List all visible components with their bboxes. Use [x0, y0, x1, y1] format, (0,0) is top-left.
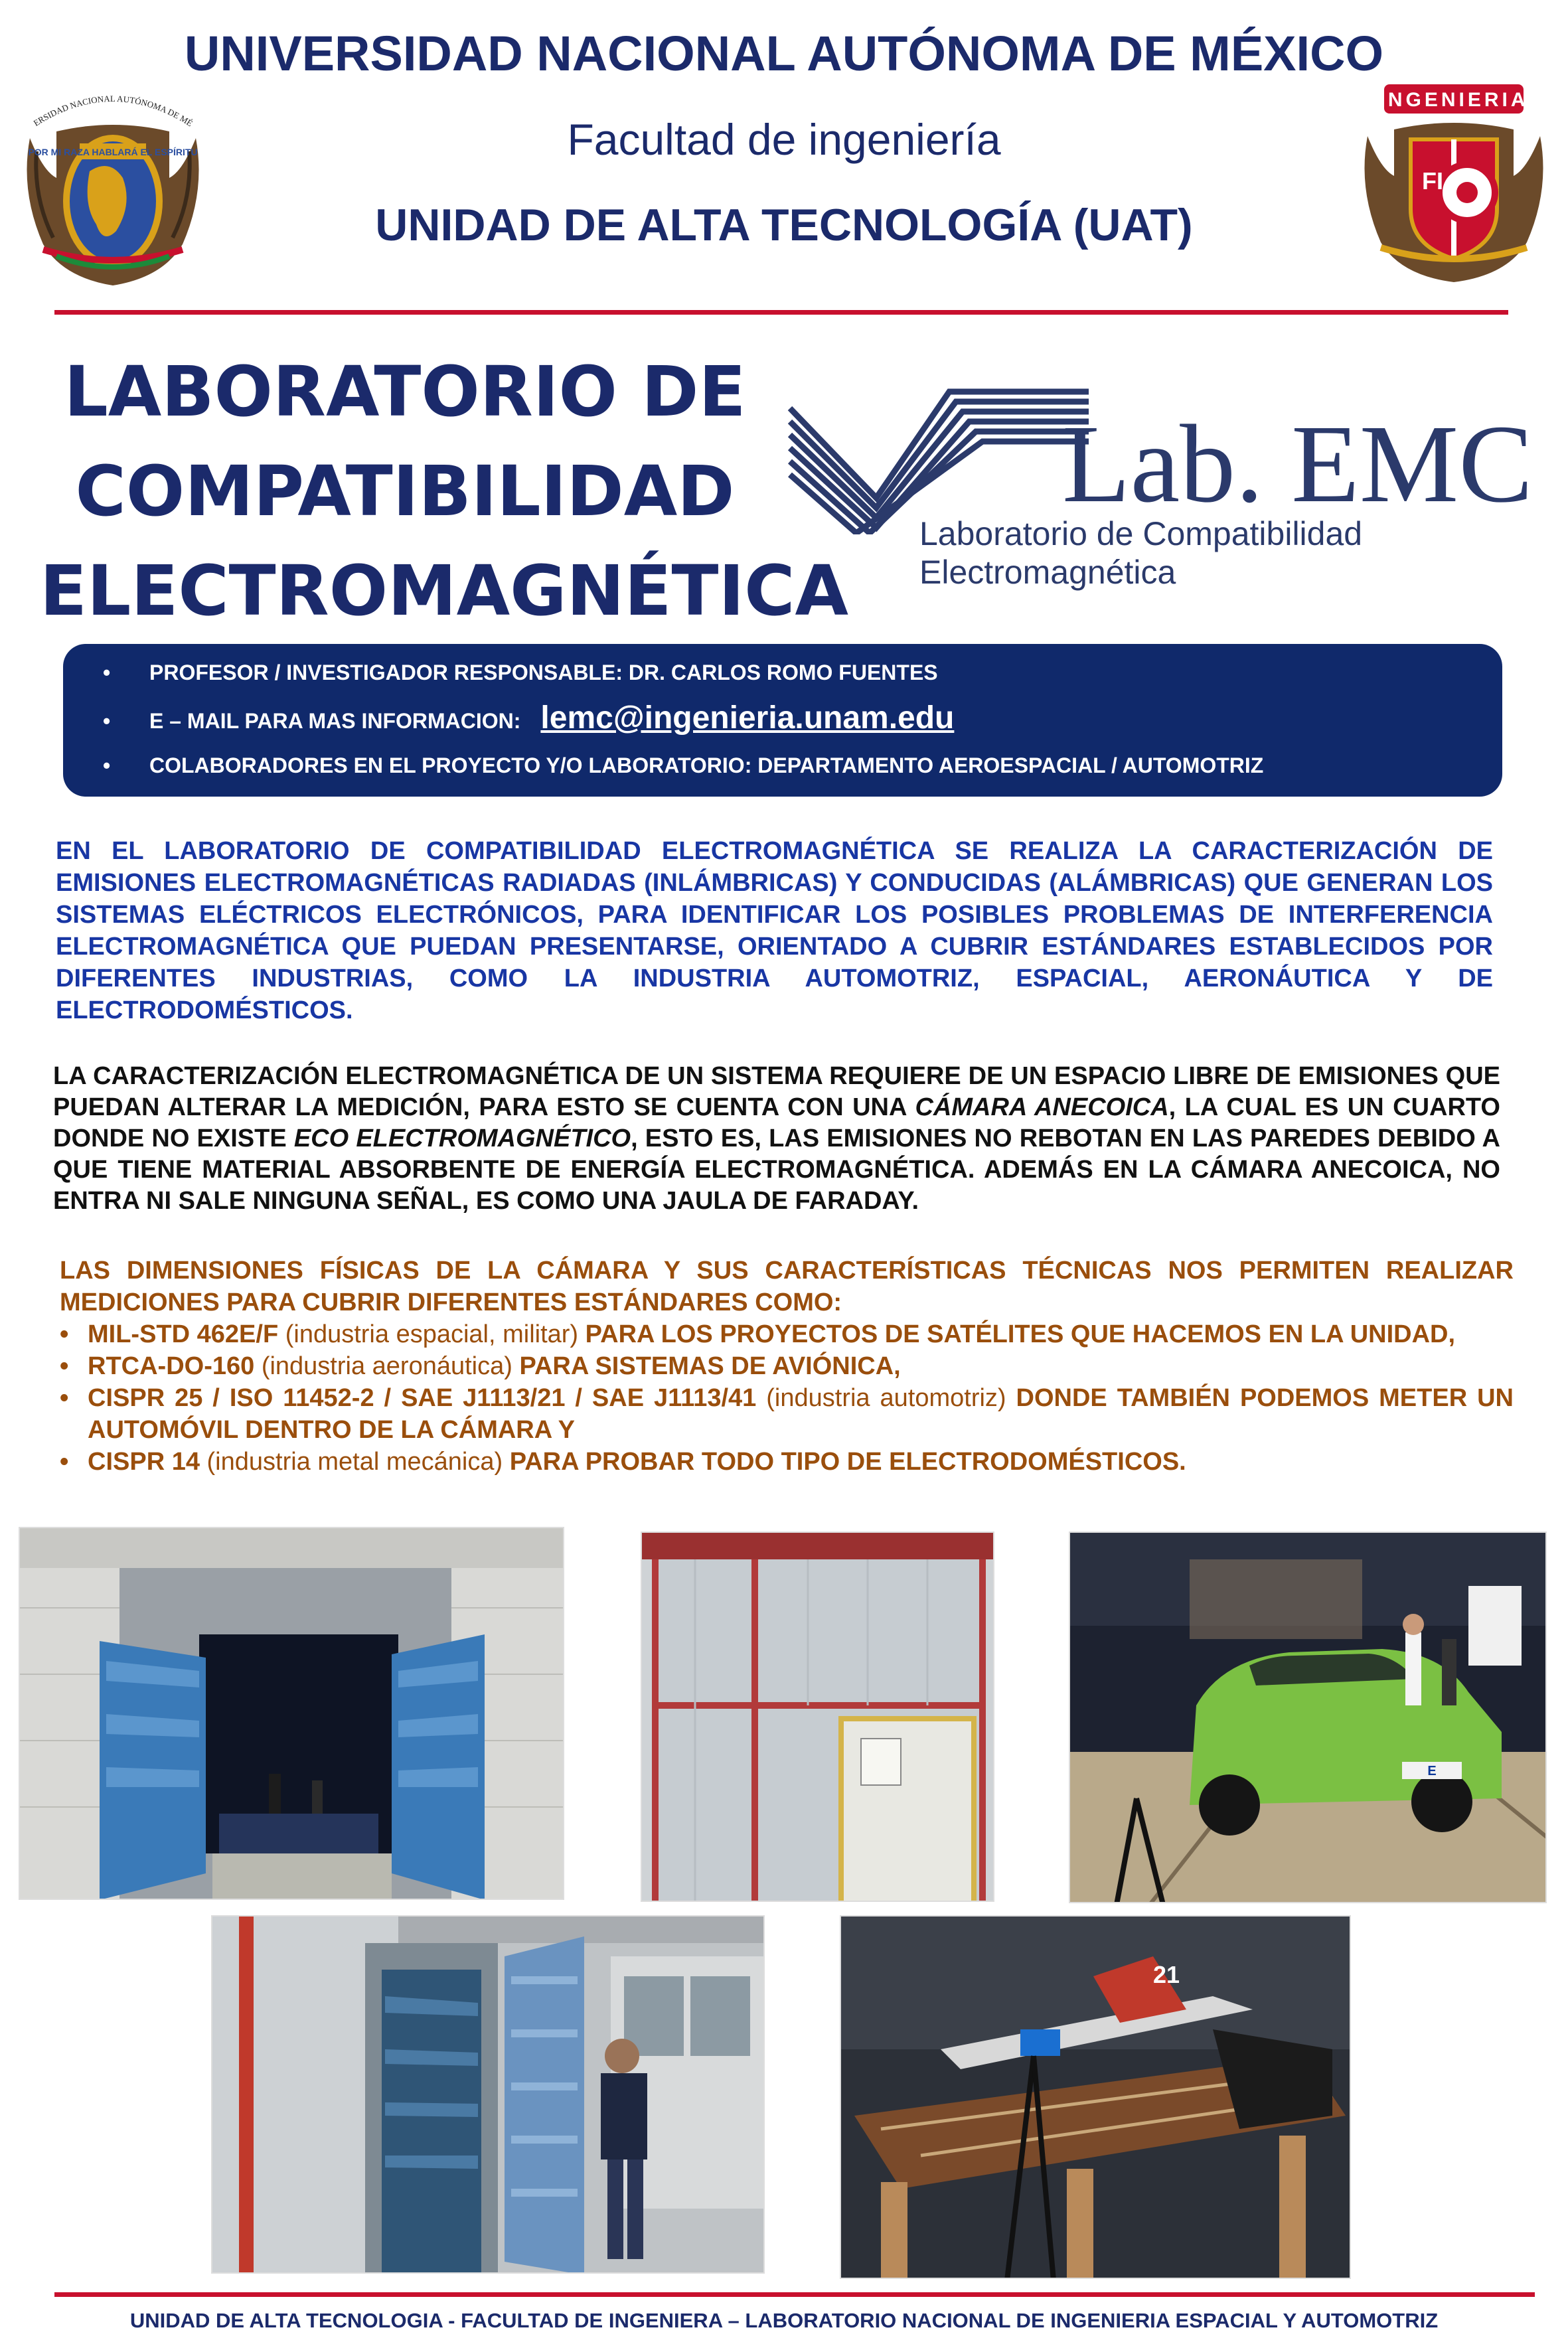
footer-divider [54, 2292, 1535, 2297]
lab-title [40, 342, 848, 641]
email-link[interactable]: lemc@ingenieria.unam.edu [540, 700, 955, 736]
lab-emc-logo-text: Lab. EMC [1062, 402, 1533, 526]
photo-aircraft-test-table [840, 1915, 1351, 2279]
email-label: E – MAIL PARA MAS INFORMACION: [149, 709, 521, 733]
lab-title-line1: LABORATORIO DE [64, 351, 746, 432]
seal-banner-text: INGENIERIA [1379, 89, 1529, 111]
anechoic-paragraph: LA CARACTERIZACIÓN ELECTROMAGNÉTICA DE UN SISTEMA REQUIERE DE UN ESPACIO LIBRE DE EMISIONES QUE PUEDAN ALTERAR LA MEDICIÓN, PARA ESTO SE CUENTA CON UNA CÁMARA ANECOICA, LA CUAL ES UN CUARTO DONDE NO EXISTE ECO ELECTROMAGNÉTICO, ESTO ES, LAS EMISIONES NO REBOTAN EN LAS PAREDES DEBIDO A QUE TIENE MATERIAL ABSORBENTE DE ENERGÍA ELECTROMAGNÉTICA. ADEMÁS EN LA CÁMARA ANECOICA, NO ENTRA NI SALE NINGUNA SEÑAL, ES COMO UNA JAULA DE FARADAY. [53, 1062, 1500, 1215]
fi-seal-logo [1354, 76, 1553, 285]
intro-paragraph: EN EL LABORATORIO DE COMPATIBILIDAD ELECTROMAGNÉTICA SE REALIZA LA CARACTERIZACIÓN DE EMISIONES ELECTROMAGNÉTICAS RADIADAS (INLÁMBRICAS) Y CONDUCIDAS (ALÁMBRICAS) QUE GENERAN LOS SISTEMAS ELÉCTRICOS ELECTRÓNICOS, PARA IDENTIFICAR LOS POSIBLES PROBLEMAS DE INTERFERENCIA ELECTROMAGNÉTICA QUE PUEDAN PRESENTARSE, ORIENTADO A CUBRIR ESTÁNDARES ESTABLECIDOS POR DIFERENTES INDUSTRIAS, COMO LA INDUSTRIA AUTOMOTRIZ, ESPACIAL, AERONÁUTICA Y DE ELECTRODOMÉSTICOS. [56, 837, 1493, 1024]
unam-seal-logo [17, 78, 209, 289]
emphasis-anechoic-chamber: CÁMARA ANECOICA [915, 1093, 1169, 1121]
standard-item: • CISPR 14 (industria metal mecánica) PARA PROBAR TODO TIPO DE ELECTRODOMÉSTICOS. [60, 1446, 1514, 1478]
contact-info-box [63, 644, 1502, 797]
seal-motto: POR MI RAZA HABLARÁ EL ESPÍRITU [28, 147, 198, 157]
lab-emc-logo-graphic [783, 382, 1095, 534]
footer-text: UNIDAD DE ALTA TECNOLOGIA - FACULTAD DE INGENIERA – LABORATORIO NACIONAL DE INGENIERIA ESPACIAL Y AUTOMOTRIZ [129, 2309, 1439, 2332]
university-title: UNIVERSIDAD NACIONAL AUTÓNOMA DE MÉXICO [184, 26, 1384, 81]
responsible-text: PROFESOR / INVESTIGADOR RESPONSABLE: DR. CARLOS ROMO FUENTES [149, 661, 938, 684]
collaborators-row: • COLABORADORES EN EL PROYECTO Y/O LABORATORIO: DEPARTAMENTO AEROESPACIAL / AUTOMOTRIZ [103, 753, 1264, 777]
photo-car-in-chamber [1069, 1531, 1547, 1903]
seal-letters: FI [1422, 167, 1443, 195]
aircraft-number: 21 [1153, 1961, 1180, 1988]
standards-section [60, 1255, 1514, 1478]
header-divider [54, 310, 1508, 315]
lab-title-line3: ELECTROMAGNÉTICA [40, 550, 848, 631]
seal-ring-text: ERSIDAD NACIONAL AUTÓNOMA DE MÉ [31, 93, 195, 129]
photo-anechoic-chamber-doors [19, 1527, 564, 1900]
photo-shielded-room [641, 1531, 994, 1902]
lab-emc-logo-subtitle: Laboratorio de Compatibilidad Electromagnética [919, 515, 1363, 591]
collaborators-text: COLABORADORES EN EL PROYECTO Y/O LABORATORIO: DEPARTAMENTO AEROESPACIAL / AUTOMOTRIZ [149, 753, 1264, 777]
unit-title: UNIDAD DE ALTA TECNOLOGÍA (UAT) [375, 200, 1193, 250]
emphasis-electromagnetic-echo: ECO ELECTROMAGNÉTICO [293, 1125, 631, 1152]
email-row: • E – MAIL PARA MAS INFORMACION: lemc@ingenieria.unam.edu [103, 700, 955, 736]
faculty-title: Facultad de ingeniería [567, 115, 1001, 164]
standard-item: • RTCA-DO-160 (industria aeronáutica) PARA SISTEMAS DE AVIÓNICA, [60, 1350, 1514, 1382]
standard-item: • MIL-STD 462E/F (industria espacial, militar) PARA LOS PROYECTOS DE SATÉLITES QUE HACEMOS EN LA UNIDAD, [60, 1318, 1514, 1350]
photo-small-chamber [211, 1915, 765, 2274]
standards-intro: LAS DIMENSIONES FÍSICAS DE LA CÁMARA Y SUS CARACTERÍSTICAS TÉCNICAS NOS PERMITEN REALIZAR MEDICIONES PARA CUBRIR DIFERENTES ESTÁNDARES COMO: [60, 1257, 1514, 1316]
standards-list [60, 1318, 1514, 1478]
responsible-row: • PROFESOR / INVESTIGADOR RESPONSABLE: DR. CARLOS ROMO FUENTES [103, 661, 938, 684]
lab-title-line2: COMPATIBILIDAD [75, 451, 735, 532]
standard-item: • CISPR 25 / ISO 11452-2 / SAE J1113/21 / SAE J1113/41 (industria automotriz) DONDE TAMBIÉN PODEMOS METER UN AUTOMÓVIL DENTRO DE LA CÁMARA Y [60, 1382, 1514, 1446]
car-license-plate: E [1427, 1764, 1437, 1778]
